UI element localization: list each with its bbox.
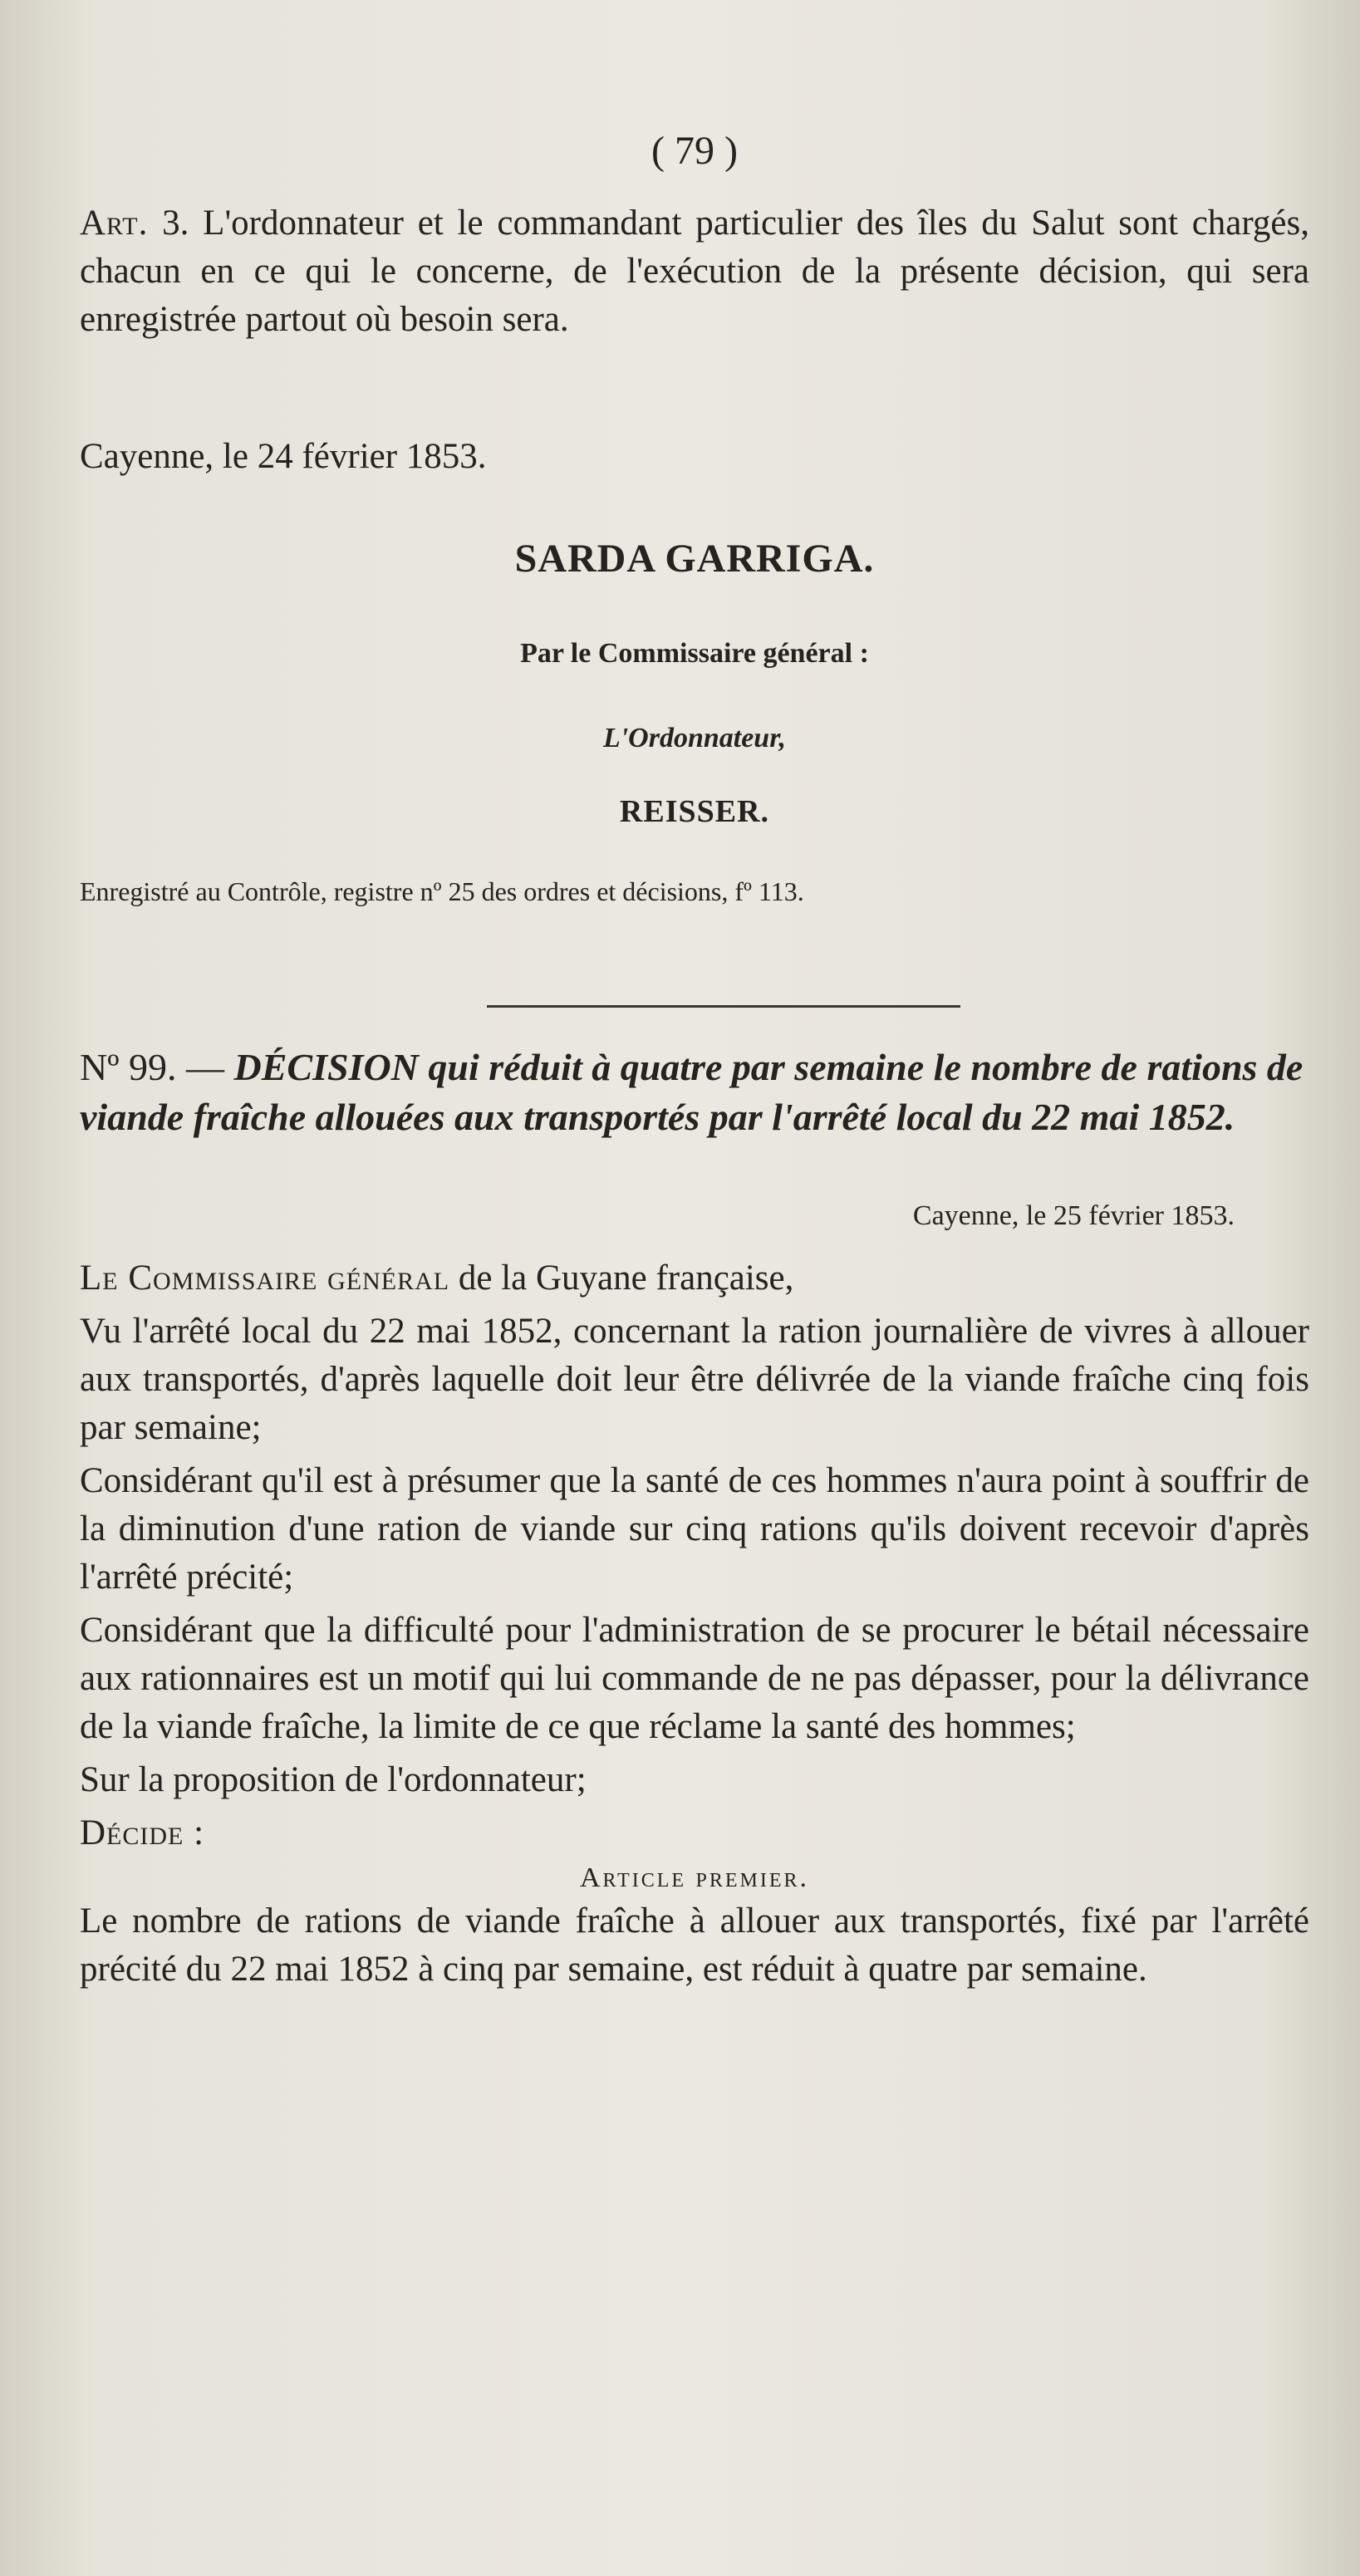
- separator-rule: [487, 1005, 960, 1008]
- decision-title: [80, 1043, 1309, 1142]
- decision-number: Nº 99. —: [80, 1046, 224, 1088]
- decision-body: [80, 1254, 1309, 1999]
- article-premier-text: Le nombre de rations de viande fraîche à allouer aux transportés, fixé par l'arrêté précité du 22 mai 1852 à cinq par semaine, est réduit à quatre par semaine.: [80, 1901, 1309, 1989]
- article-3-text: 3. L'ordonnateur et le commandant particulier des îles du Salut sont chargés, chacun en ce qui le concerne, de l'exécution de la présente décision, qui sera enregistrée partout où besoin sera.: [80, 204, 1310, 339]
- place-date-2: Cayenne, le 25 février 1853.: [912, 1200, 1235, 1231]
- article-premier-heading: Article premier.: [579, 1862, 810, 1893]
- registration-note: Enregistré au Contrôle, registre nº 25 des ordres et décisions, fº 113.: [80, 876, 804, 906]
- signature-reisser: REISSER.: [619, 794, 770, 829]
- place-date-1: Cayenne, le 24 février 1853.: [80, 437, 487, 476]
- commissaire-label: Le Commissaire général: [80, 1259, 450, 1298]
- preamble-considerant-2: Considérant que la difficulté pour l'administration de se procurer le bétail nécessaire aux rationnaires est un motif qui lui commande de ne pas dépasser, pour la délivrance de la viande fraîche, la limite de ce que réclame la santé des hommes;: [80, 1611, 1309, 1746]
- decision-heading: DÉCISION qui réduit à quatre par semaine le nombre de rations de viande fraîche allouées aux transportés par l'arrêté local du 22 mai 1852.: [80, 1046, 1304, 1138]
- preamble-proposition: Sur la proposition de l'ordonnateur;: [80, 1760, 587, 1799]
- article-label: Art.: [80, 204, 149, 243]
- commissaire-rest: de la Guyane française,: [458, 1259, 794, 1298]
- preamble-considerant-1: Considérant qu'il est à présumer que la santé de ces hommes n'aura point à souffrir de la diminution d'une ration de viande sur cinq rations qu'ils doivent recevoir d'après l'arrêté précité;: [80, 1461, 1309, 1597]
- preamble-vu: Vu l'arrêté local du 22 mai 1852, concernant la ration journalière de vivres à allouer aux transportés, d'après laquelle doit leur être délivrée de la viande fraîche cinq fois par semaine;: [80, 1312, 1309, 1447]
- role-ordonnateur: L'Ordonnateur,: [602, 723, 787, 753]
- article-3-paragraph: [80, 199, 1309, 344]
- by-line: Par le Commissaire général :: [520, 638, 869, 669]
- page-number: ( 79 ): [651, 129, 738, 173]
- signature-sarda-garriga: SARDA GARRIGA.: [514, 537, 875, 581]
- preamble-decide: Décide :: [80, 1813, 205, 1852]
- preamble-commissaire: [80, 1254, 1309, 1303]
- text-column: [80, 0, 1309, 2576]
